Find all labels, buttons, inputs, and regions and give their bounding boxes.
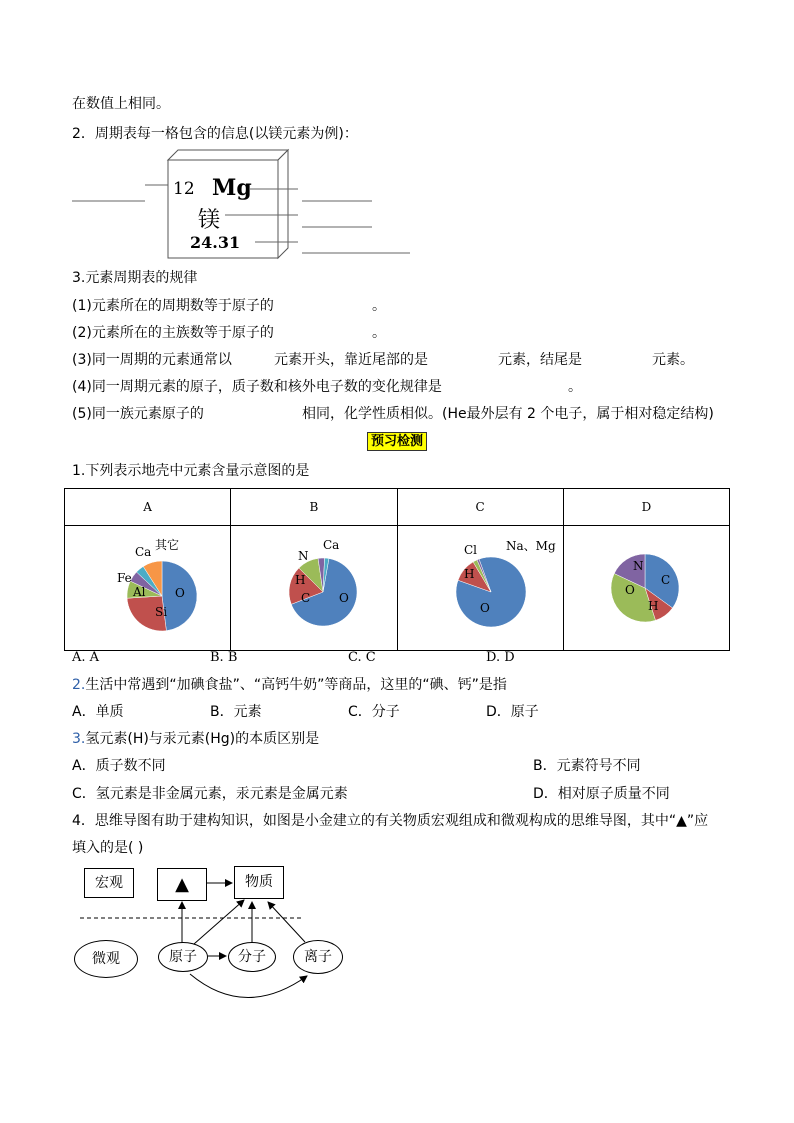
pie-label-a-3: Fe (117, 571, 132, 585)
pie-label-a-1: Si (155, 605, 168, 619)
q3-option-b[interactable]: B．元素符号不同 (533, 758, 641, 774)
rule-3b: 元素开头，靠近尾部的是 (274, 352, 428, 368)
header-d: D (563, 489, 729, 526)
mg-mass: 24.31 (190, 233, 241, 252)
pie-label-d-0: C (660, 573, 670, 587)
pie-label-a-4: Ca (135, 545, 152, 559)
rule-1: (1)元素所在的周期数等于原子的 (72, 298, 274, 314)
mg-atomic-number: 12 (173, 179, 195, 199)
pie-label-a-5: 其它 (155, 538, 180, 552)
q2-option-c[interactable]: C．分子 (348, 704, 400, 720)
rule-2: (2)元素所在的主族数等于原子的 (72, 325, 274, 341)
q2-option-d[interactable]: D．原子 (486, 704, 539, 720)
pie-label-b-3: N (298, 549, 309, 563)
q3-option-d[interactable]: D．相对原子质量不同 (533, 786, 670, 802)
preview-check-badge: 预习检测 (367, 432, 427, 451)
pie-label-c-1: H (463, 567, 474, 581)
q2-stem: 2.生活中常遇到“加碘食盐”、“高钙牛奶”等商品，这里的“碘、钙”是指 (72, 677, 507, 693)
intro-line: 在数值上相同。 (72, 96, 170, 112)
q4-stem-line2: 填入的是( ) (72, 840, 144, 856)
q1-option-c[interactable]: C. C (348, 650, 376, 665)
pie-label-a-2: Al (133, 585, 146, 599)
molecule-ellipse: 分子 (228, 942, 276, 972)
q1-option-d[interactable]: D. D (486, 650, 515, 665)
pie-label-a-0: O (175, 586, 185, 600)
mg-symbol: Mg (212, 175, 252, 201)
atom-ellipse: 原子 (158, 942, 208, 972)
pie-label-c-3: Na、Mg (505, 539, 556, 553)
pie-label-b-2: H (295, 573, 306, 587)
q3-option-a[interactable]: A．质子数不同 (72, 758, 166, 774)
q4-stem-line1: 4．思维导图有助于建构知识，如图是小金建立的有关物质宏观组成和微观构成的思维导图，其中“▲”应 (72, 813, 709, 829)
rule-5b: 相同，化学性质相似。(He最外层有 2 个电子，属于相对稳定结构) (302, 406, 714, 422)
pie-label-d-1: H (647, 599, 659, 613)
pie-label-c-0: O (479, 601, 490, 615)
header-c: C (397, 489, 563, 526)
pie-label-b-0: O (339, 591, 350, 605)
triangle-box: ▲ (157, 868, 207, 901)
rule-4-end: 。 (568, 379, 582, 395)
q1-option-a[interactable]: A. A (72, 650, 100, 665)
macro-box: 宏观 (84, 868, 134, 898)
rule-3d: 元素。 (652, 352, 694, 368)
ion-ellipse: 离子 (293, 940, 343, 974)
q1-option-b[interactable]: B. B (210, 650, 238, 665)
header-b: B (231, 489, 397, 526)
matter-box: 物质 (234, 866, 284, 899)
rule-3a: (3)同一周期的元素通常以 (72, 352, 232, 368)
pie-label-b-1: C (301, 591, 311, 605)
rules-title: 3.元素周期表的规律 (72, 270, 198, 286)
q1-stem: 1.下列表示地壳中元素含量示意图的是 (72, 463, 310, 479)
q2-option-b[interactable]: B．元素 (210, 704, 262, 720)
rule-5a: (5)同一族元素原子的 (72, 406, 204, 422)
rule-3c: 元素，结尾是 (498, 352, 582, 368)
header-a: A (65, 489, 231, 526)
rule-2-end: 。 (372, 325, 386, 341)
rule-1-end: 。 (372, 298, 386, 314)
section-2-title: 2．周期表每一格包含的信息(以镁元素为例)： (72, 126, 358, 142)
rule-4: (4)同一周期元素的原子，质子数和核外电子数的变化规律是 (72, 379, 442, 395)
q2-option-a[interactable]: A．单质 (72, 704, 124, 720)
micro-ellipse: 微观 (74, 940, 138, 978)
q3-option-c[interactable]: C．氢元素是非金属元素，汞元素是金属元素 (72, 786, 348, 802)
pie-label-d-2: O (624, 583, 635, 597)
pie-label-b-4: Ca (323, 538, 340, 552)
mg-name: 镁 (198, 208, 221, 233)
q3-stem: 3.氢元素(H)与汞元素(Hg)的本质区别是 (72, 731, 320, 747)
pie-label-c-2: Cl (463, 543, 477, 557)
pie-label-d-3: N (632, 559, 644, 573)
